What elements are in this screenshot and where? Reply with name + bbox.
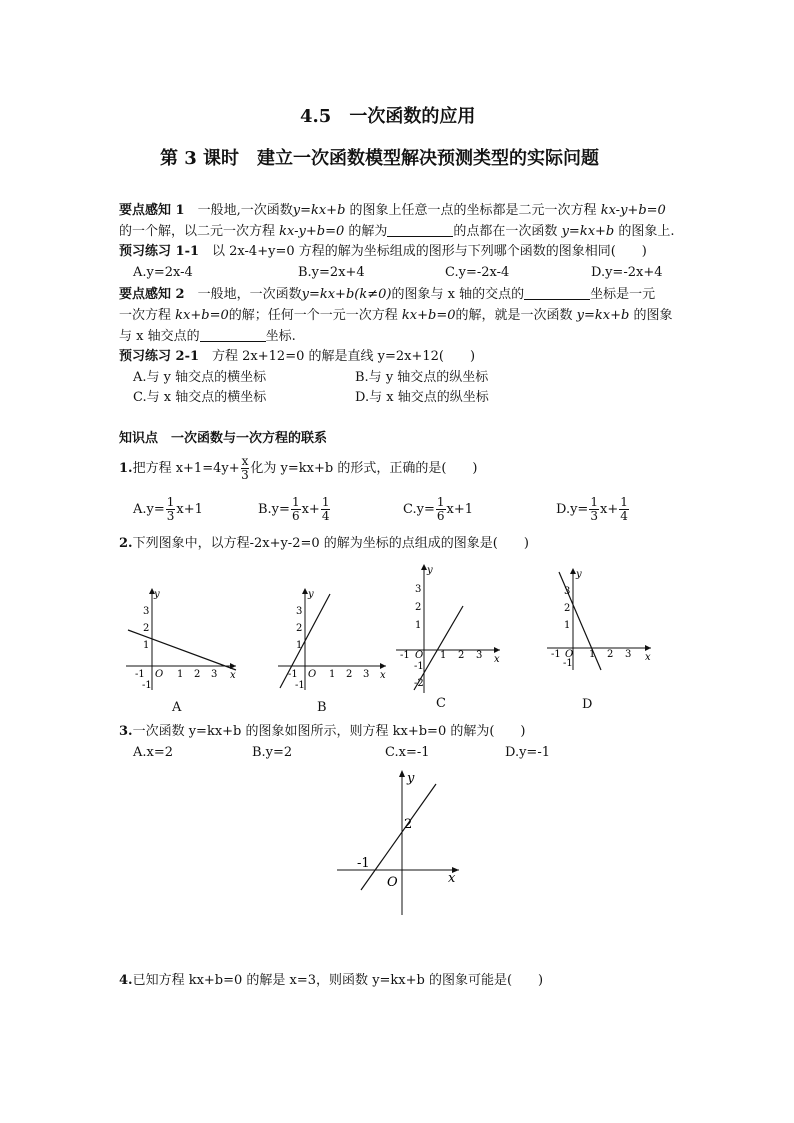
x-label: x [448, 871, 456, 886]
x-axis-arrow-icon [645, 645, 651, 651]
page-title: 4.5 一次函数的应用 [300, 106, 476, 127]
fraction: $\frac{x}{3}$ [241, 454, 249, 482]
tick-label: 3 [476, 650, 483, 661]
question-3-option-d: D.y=-1 [505, 745, 550, 760]
graph-d-label: D [582, 697, 593, 712]
tick-label: 3 [211, 669, 218, 680]
question-3-option-c: C.x=-1 [385, 745, 430, 760]
practice-1-1-option-b: B.y=2x+4 [298, 265, 365, 280]
tick-label: 1 [329, 669, 336, 680]
question-1-option-d: D.y= $\frac{1}{3}$ x+ $\frac{1}{4}$ [556, 495, 628, 523]
practice-2-1-option-a: A.与 y 轴交点的横坐标 [133, 370, 267, 385]
graph-a [118, 582, 240, 692]
tick-label: 1 [564, 620, 571, 631]
y-label: y [576, 569, 582, 580]
graph-b [272, 582, 390, 692]
x-label: x [380, 670, 386, 681]
tick-label: 3 [363, 669, 370, 680]
tick-label: 1 [177, 669, 184, 680]
graph-b-label: B [317, 700, 327, 715]
tick-label: -2 [414, 678, 424, 689]
tick-label: 1 [440, 650, 447, 661]
x-axis-arrow-icon [380, 663, 386, 669]
question-1: 1.把方程 x+1=4y+ $\frac{x}{3}$ 化为 y=kx+b 的形式，正确的是( ) [119, 454, 478, 482]
graph-c [390, 558, 506, 696]
tick-label: -1 [295, 680, 305, 691]
tick-label: 3 [625, 649, 632, 660]
question-1-option-c: C.y= $\frac{1}{6}$ x+1 [403, 495, 473, 523]
y-label: y [407, 771, 415, 786]
question-1-option-a: A.y= $\frac{1}{3}$ x+1 [133, 495, 203, 523]
x-label: x [645, 652, 651, 663]
x-label: x [230, 670, 236, 681]
section-heading: 知识点 一次函数与一次方程的联系 [119, 431, 328, 446]
question-4: 4.已知方程 kx+b=0 的解是 x=3，则函数 y=kx+b 的图象可能是( ) [119, 973, 544, 988]
tick-label: 2 [458, 650, 465, 661]
practice-2-1-option-c: C.与 x 轴交点的横坐标 [133, 390, 267, 405]
question-3: 3.一次函数 y=kx+b 的图象如图所示，则方程 kx+b=0 的解为( ) [119, 724, 526, 739]
origin-label: O [387, 875, 398, 890]
practice-2-1: 预习练习 2-1 方程 2x+12=0 的解是直线 y=2x+12( ) [119, 349, 476, 364]
tick-label: -1 [135, 669, 145, 680]
tick-label: 1 [143, 640, 150, 651]
practice-1-1-option-c: C.y=-2x-4 [445, 265, 510, 280]
tick-label: 1 [589, 649, 596, 660]
tick-label: 3 [143, 606, 150, 617]
practice-2-1-option-d: D.与 x 轴交点的纵坐标 [355, 390, 489, 405]
x-axis-arrow-icon [494, 647, 500, 653]
tick-label: 2 [143, 623, 150, 634]
tick-label: -1 [563, 658, 573, 669]
question-3-option-b: B.y=2 [252, 745, 293, 760]
y-intercept-label: 2 [404, 817, 413, 832]
graph-c-label: C [436, 696, 446, 711]
y-axis-arrow-icon [399, 770, 405, 777]
question-2: 2.下列图象中，以方程-2x+y-2=0 的解为坐标的点组成的图象是( ) [119, 536, 529, 551]
origin-label: O [155, 669, 164, 680]
key-point-1-line-1: 要点感知 1 一般地,一次函数y=kx+b 的图象上任意一点的坐标都是二元一次方程 kx-y+b=0 [119, 203, 666, 218]
question-3-option-a: A.x=2 [133, 745, 174, 760]
tick-label: 3 [415, 584, 422, 595]
origin-label: O [415, 650, 424, 661]
answer-blank[interactable] [200, 329, 266, 342]
key-point-2-line-2: 一次方程 kx+b=0的解；任何一个一元一次方程 kx+b=0的解，就是一次函数 y=kx+b 的图象 [119, 308, 673, 323]
x-label: x [494, 654, 500, 665]
y-label: y [154, 589, 160, 600]
key-point-1-line-2: 的一个解，以二元一次方程 kx-y+b=0 的解为 的点都在一次函数 y=kx+b 的图象上. [119, 224, 675, 239]
tick-label: 2 [564, 603, 571, 614]
tick-label: 2 [296, 623, 303, 634]
answer-blank[interactable] [524, 287, 590, 300]
origin-label: O [565, 649, 574, 660]
graph-line [361, 784, 436, 890]
tick-label: -1 [288, 669, 298, 680]
tick-label: 2 [346, 669, 353, 680]
practice-1-1: 预习练习 1-1 以 2x-4+y=0 方程的解为坐标组成的图形与下列哪个函数的图象相同( ) [119, 244, 647, 259]
y-label: y [308, 589, 314, 600]
tick-label: 3 [296, 606, 303, 617]
tick-label: 2 [415, 602, 422, 613]
origin-label: O [308, 669, 317, 680]
x-intercept-label: -1 [357, 856, 370, 871]
tick-label: -1 [400, 650, 410, 661]
y-label: y [427, 565, 433, 576]
practice-2-1-option-b: B.与 y 轴交点的纵坐标 [355, 370, 489, 385]
tick-label: 1 [296, 640, 303, 651]
question-3-graph [335, 768, 465, 918]
tick-label: -1 [551, 649, 561, 660]
tick-label: 2 [607, 649, 614, 660]
practice-1-1-option-a: A.y=2x-4 [133, 265, 193, 280]
tick-label: 1 [415, 620, 422, 631]
tick-label: -1 [142, 680, 152, 691]
question-1-option-b: B.y= $\frac{1}{6}$ x+ $\frac{1}{4}$ [258, 495, 330, 523]
graph-a-label: A [172, 700, 182, 715]
tick-label: 2 [194, 669, 201, 680]
graph-d [543, 562, 655, 672]
tick-label: -1 [414, 661, 424, 672]
practice-1-1-option-d: D.y=-2x+4 [591, 265, 663, 280]
key-point-2-line-1: 要点感知 2 一般地，一次函数y=kx+b(k≠0)的图象与 x 轴的交点的 坐标是一元 [119, 287, 656, 302]
page-subtitle: 第 3 课时 建立一次函数模型解决预测类型的实际问题 [160, 148, 600, 169]
key-point-2-line-3: 与 x 轴交点的 坐标. [119, 329, 296, 344]
answer-blank[interactable] [387, 224, 453, 237]
tick-label: 3 [564, 586, 571, 597]
